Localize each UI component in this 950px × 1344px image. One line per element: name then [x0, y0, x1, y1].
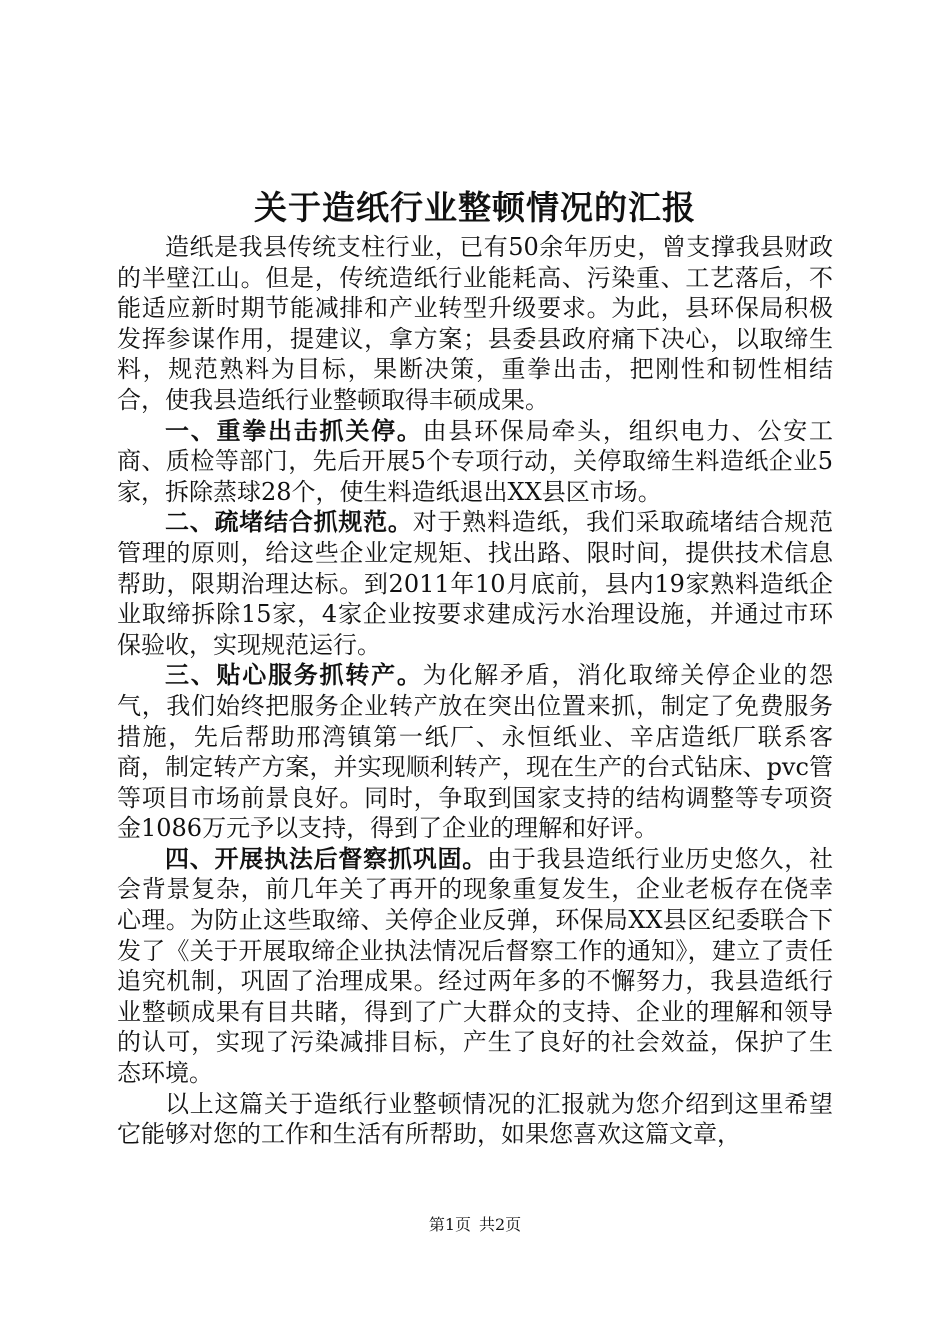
section-text-3: 为化解矛盾，消化取缔关停企业的怨气，我们始终把服务企业转产放在突出位置来抓，制定了免费服务措施，先后帮助邢湾镇第一纸厂、永恒纸业、辛店造纸厂联系客商，制定转产方案，并实现顺利转产，现在生产的台式钻床、pvc管等项目市场前景良好。同时，争取到国家支持的结构调整等专项资金1086万元予以支持，得到了企业的理解和好评。 — [117, 661, 834, 843]
section-heading-4: 四、开展执法后督察抓巩固。 — [165, 843, 487, 873]
section-text-4: 由于我县造纸行业历史悠久，社会背景复杂，前几年关了再开的现象重复发生，企业老板存在侥幸心理。为防止这些取缔、关停企业反弹，环保局XX县区纪委联合下发了《关于开展取缔企业执法情况后督察工作的通知》，建立了责任追究机制，巩固了治理成果。经过两年多的不懈努力，我县造纸行业整顿成果有目共睹，得到了广大群众的支持、企业的理解和领导的认可，实现了污染减排目标，产生了良好的社会效益，保护了生态环境。 — [117, 844, 833, 1088]
page-total: 共2页 — [479, 1215, 522, 1234]
section-heading-3: 三、贴心服务抓转产。 — [165, 660, 423, 690]
page-number: 第1页 — [428, 1215, 471, 1234]
section-paragraph-1 — [117, 416, 833, 508]
section-heading-2: 二、疏堵结合抓规范。 — [165, 507, 413, 537]
section-text-1: 由县环保局牵头，组织电力、公安工商、质检等部门，先后开展5个专项行动，关停取缔生料造纸企业5家，拆除蒸球28个，使生料造纸退出XX县区市场。 — [117, 416, 834, 506]
section-paragraph-2 — [117, 507, 833, 660]
section-paragraph-4 — [117, 844, 833, 1089]
section-text-2: 对于熟料造纸，我们采取疏堵结合规范管理的原则，给这些企业定规矩、找出路、限时间，提供技术信息帮助，限期治理达标。到2011年10月底前，县内19家熟料造纸企业取缔拆除15家，4家企业按要求建成污水治理设施，并通过市环保验收，实现规范运行。 — [117, 508, 834, 659]
page-footer — [0, 1214, 950, 1236]
section-paragraph-3 — [117, 660, 833, 844]
intro-paragraph: 造纸是我县传统支柱行业，已有50余年历史，曾支撑我县财政的半壁江山。但是，传统造纸行业能耗高、污染重、工艺落后，不能适应新时期节能减排和产业转型升级要求。为此，县环保局积极发挥参谋作用，提建议，拿方案；县委县政府痛下决心，以取缔生料，规范熟料为目标，果断决策，重拳出击，把刚性和韧性相结合，使我县造纸行业整顿取得丰硕成果。 — [117, 233, 833, 414]
closing-paragraph: 以上这篇关于造纸行业整顿情况的汇报就为您介绍到这里希望它能够对您的工作和生活有所帮助，如果您喜欢这篇文章， — [117, 1089, 833, 1149]
document-title: 关于造纸行业整顿情况的汇报 — [254, 188, 696, 227]
document-body — [117, 232, 833, 1150]
section-heading-1: 一、重拳出击抓关停。 — [165, 415, 423, 445]
